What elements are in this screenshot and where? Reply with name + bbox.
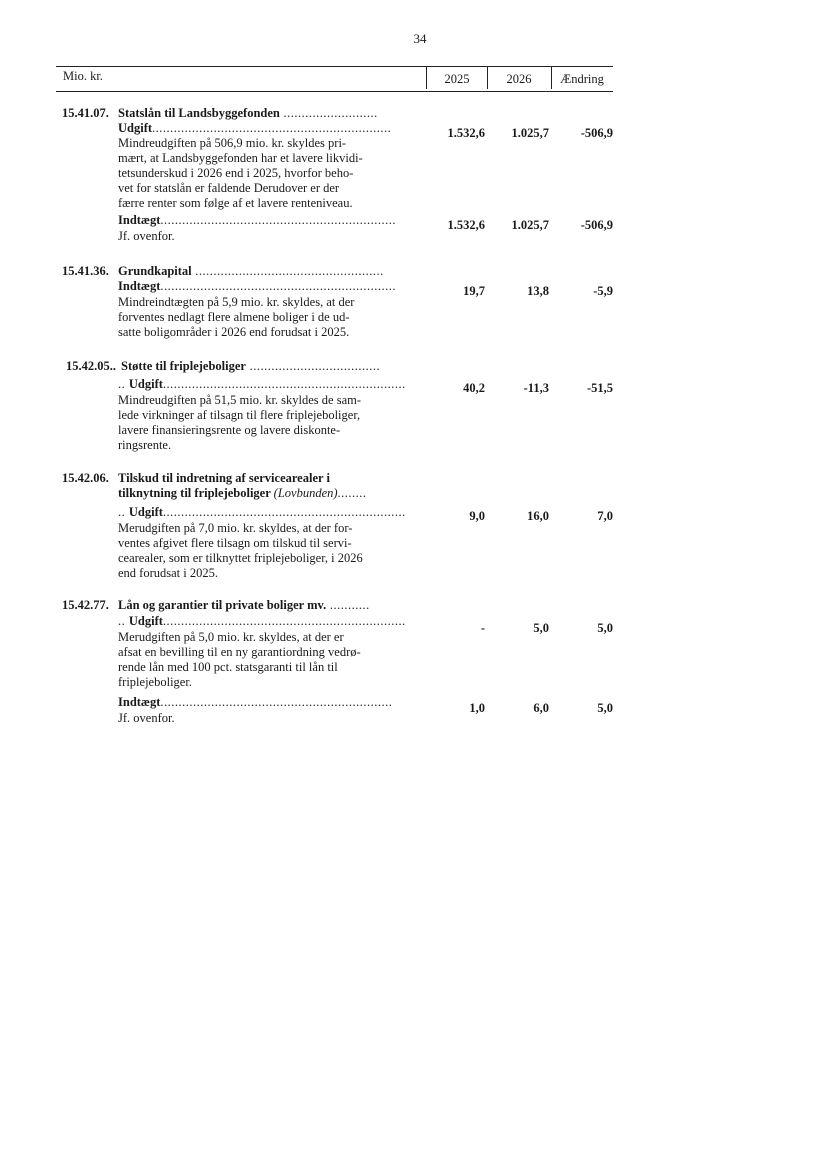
section-code: 15.42.05.. [66,359,116,373]
row-label-udgift: .. Udgift................................................................... [118,505,406,519]
value-2025: 9,0 [469,509,485,523]
value-change: 7,0 [597,509,613,523]
row-description: Mindreudgiften på 51,5 mio. kr. skyldes de sam- lede virkninger af tilsagn til flere friplejeboliger, lavere finansieringsrente og lavere diskonte- ringsrente. [118,393,362,452]
row-label-indtaegt: Indtægt................................................................. [118,279,396,293]
value-change: -51,5 [586,381,613,395]
section-title: Tilskud til indretning af servicearealer i tilknytning til friplejeboliger (Lovbunden)........ [118,471,367,500]
row-label-indtaegt: Indtægt................................................................. [118,213,396,227]
value-2026: 13,8 [527,284,549,298]
value-2026: -11,3 [523,381,549,395]
value-2026: 1.025,7 [511,126,549,140]
value-2025: 1.532,6 [447,126,485,140]
section-code: 15.42.06. [62,471,109,485]
section-title: Støtte til friplejeboliger .................................... [121,359,381,373]
row-description: Jf. ovenfor. [118,229,175,243]
row-description: Merudgiften på 5,0 mio. kr. skyldes, at der er afsat en bevilling til en ny garantiordning vedrø- rende lån med 100 pct. statsgaranti til lån til friplejeboliger. [118,630,361,689]
value-change: -506,9 [580,126,613,140]
row-description: Merudgiften på 7,0 mio. kr. skyldes, at der for- ventes afgivet flere tilsagn om tilskud til servi- cearealer, som er tilknyttet friplejeboliger, i 2026 end forudsat i 2025. [118,521,363,580]
section-code: 15.41.07. [62,106,109,120]
row-label-indtaegt: Indtægt................................................................ [118,695,393,709]
col-2026-header: 2026 [487,67,552,89]
value-2026: 6,0 [533,701,549,715]
value-2026: 5,0 [533,621,549,635]
section-title: Grundkapital .................................................... [118,264,384,278]
row-label-udgift: Udgift.................................................................. [118,121,392,135]
col-2025-header: 2025 [426,67,488,89]
value-2025: 1.532,6 [447,218,485,232]
row-label-udgift: .. Udgift................................................................... [118,377,406,391]
row-description: Jf. ovenfor. [118,711,175,725]
row-description: Mindreindtægten på 5,9 mio. kr. skyldes, at der forventes nedlagt flere almene boliger i de ud- satte boligområder i 2026 end forudsat i 2025. [118,295,355,339]
section-code: 15.41.36. [62,264,109,278]
row-description: Mindreudgiften på 506,9 mio. kr. skyldes pri- mært, at Landsbyggefonden har et lavere likvidi- tetsunderskud i 2026 end i 2025, hvorfor beho- vet for statslån er faldende Derudover er der færre renter som følge af et lavere renteniveau. [118,136,363,210]
value-change: -506,9 [580,218,613,232]
value-change: -5,9 [593,284,613,298]
value-2026: 1.025,7 [511,218,549,232]
table-header [56,66,613,92]
value-2025: 40,2 [463,381,485,395]
value-change: 5,0 [597,701,613,715]
value-2025: 19,7 [463,284,485,298]
row-label-udgift: .. Udgift................................................................... [118,614,406,628]
col-change-header: Ændring [560,72,604,86]
page-number: 34 [413,31,427,46]
section-title: Statslån til Landsbyggefonden .......................... [118,106,378,120]
value-2025: 1,0 [469,701,485,715]
value-2025: - [480,621,485,635]
section-code: 15.42.77. [62,598,109,612]
value-2026: 16,0 [527,509,549,523]
unit-label: Mio. kr. [63,69,103,83]
value-change: 5,0 [597,621,613,635]
section-title: Lån og garantier til private boliger mv. ........... [118,598,370,612]
